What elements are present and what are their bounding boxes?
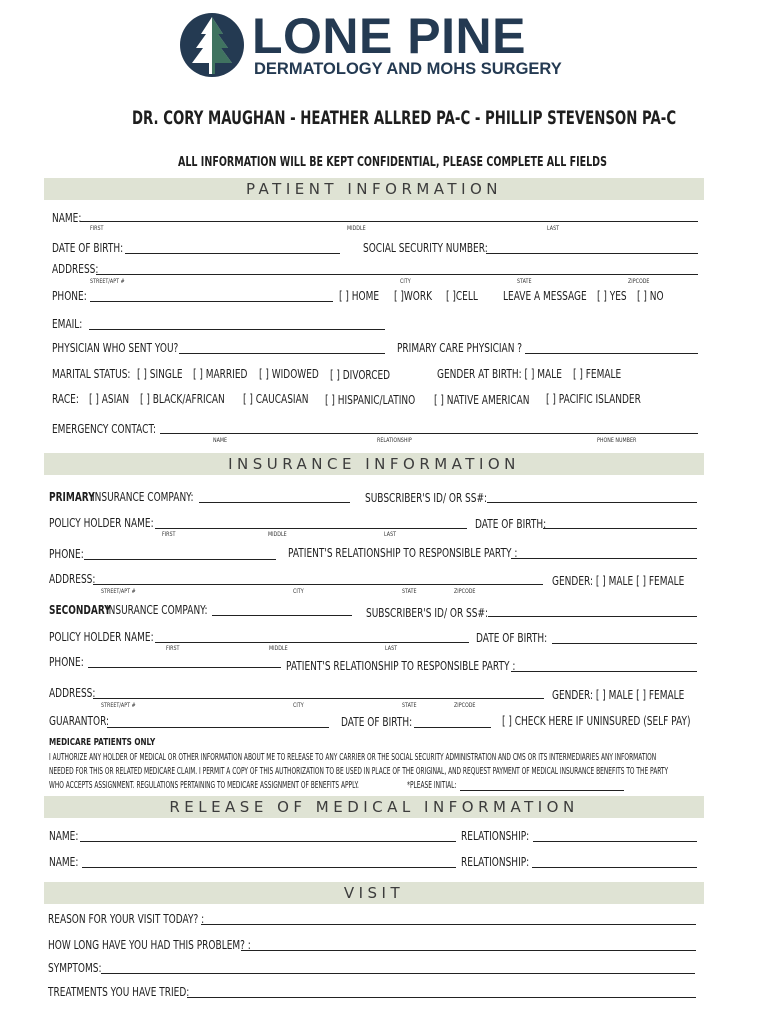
guarantor-dob-field[interactable]: [414, 727, 491, 728]
secondary-insurance-label: INSURANCE COMPANY:: [106, 602, 208, 617]
secondary-subscriber-field[interactable]: [488, 616, 697, 617]
sub-ins1-state: STATE: [402, 588, 417, 595]
race-label: RACE:: [52, 391, 79, 406]
patient-name-label: NAME:: [52, 210, 82, 225]
secondary-policy-holder-field[interactable]: [155, 642, 469, 643]
secondary-dob-field[interactable]: [552, 643, 697, 644]
release-name-1-field[interactable]: [80, 841, 456, 842]
medicare-text-3: WHO ACCEPTS ASSIGNMENT. REGULATIONS PERTAINING TO MEDICARE ASSIGNMENT OF BENEFITS APPLY.: [49, 780, 359, 791]
primary-relationship-label: PATIENT'S RELATIONSHIP TO RESPONSIBLE PARTY :: [288, 545, 518, 560]
phone-work-checkbox[interactable]: [ ]WORK: [394, 288, 433, 303]
logo-title: LONE PINE: [252, 8, 526, 64]
primary-policy-holder-field[interactable]: [155, 528, 467, 529]
phone-home-checkbox[interactable]: [ ] HOME: [339, 288, 380, 303]
release-relationship-2-label: RELATIONSHIP:: [461, 854, 530, 869]
medicare-initial-field[interactable]: [460, 790, 624, 791]
secondary-policy-holder-label: POLICY HOLDER NAME:: [49, 629, 154, 644]
sub-ins2-city: CITY: [293, 702, 304, 709]
sub-ins1-street: STREET/APT #: [101, 588, 136, 595]
medicare-text-2: NEEDED FOR THIS OR RELATED MEDICARE CLAIM. I PERMIT A COPY OF THIS AUTHORIZATION TO BE USED IN PLACE OF THE ORIGINAL, AND REQUEST PAYMENT OF MEDICAL INSURANCE BENEFITS TO THE PARTY: [49, 766, 669, 777]
marital-single[interactable]: [ ] SINGLE: [137, 366, 183, 381]
leave-message-yes[interactable]: [ ] YES: [597, 288, 627, 303]
emergency-contact-field[interactable]: [160, 433, 698, 434]
sub-ins1-last: LAST: [384, 531, 397, 538]
secondary-gender-options[interactable]: GENDER: [ ] MALE [ ] FEMALE: [552, 687, 685, 702]
primary-address-field[interactable]: [93, 584, 543, 585]
gender-female[interactable]: [ ] FEMALE: [573, 366, 622, 381]
patient-name-field[interactable]: [80, 221, 698, 222]
secondary-phone-label: PHONE:: [49, 654, 84, 669]
guarantor-field[interactable]: [107, 727, 329, 728]
race-black[interactable]: [ ] BLACK/AFRICAN: [140, 391, 225, 406]
visit-symptoms-label: SYMPTOMS:: [48, 960, 102, 975]
visit-section-title: VISIT: [343, 884, 405, 902]
secondary-insurance-field[interactable]: [212, 615, 352, 616]
sub-ins1-zip: ZIPCODE: [454, 588, 476, 595]
sub-ec-relationship: RELATIONSHIP: [377, 437, 412, 444]
sub-ec-phone: PHONE NUMBER: [597, 437, 637, 444]
emergency-contact-label: EMERGENCY CONTACT:: [52, 421, 156, 436]
insurance-section-header: [44, 453, 704, 475]
primary-policy-holder-label: POLICY HOLDER NAME:: [49, 515, 154, 530]
uninsured-checkbox[interactable]: [ ] CHECK HERE IF UNINSURED (SELF PAY): [502, 713, 691, 728]
marital-divorced[interactable]: [ ] DIVORCED: [330, 367, 391, 382]
dob-field[interactable]: [125, 253, 340, 254]
visit-reason-label: REASON FOR YOUR VISIT TODAY? :: [48, 911, 205, 926]
primary-address-label: ADDRESS:: [49, 571, 96, 586]
sub-ec-name: NAME: [213, 437, 228, 444]
guarantor-dob-label: DATE OF BIRTH:: [341, 714, 413, 729]
secondary-dob-label: DATE OF BIRTH:: [476, 630, 548, 645]
sub-ins2-middle: MIDDLE: [269, 645, 288, 652]
address-field[interactable]: [96, 274, 698, 275]
secondary-phone-field[interactable]: [88, 667, 281, 668]
leave-message-label: LEAVE A MESSAGE: [503, 288, 587, 303]
primary-relationship-field[interactable]: [511, 558, 697, 559]
gender-male[interactable]: GENDER AT BIRTH: [ ] MALE: [437, 366, 562, 381]
pcp-label: PRIMARY CARE PHYSICIAN ?: [397, 340, 523, 355]
address-label: ADDRESS:: [52, 261, 99, 276]
sub-ins1-city: CITY: [293, 588, 304, 595]
sub-ins2-zip: ZIPCODE: [454, 702, 476, 709]
secondary-address-field[interactable]: [93, 698, 544, 699]
visit-section-header: [44, 882, 704, 904]
dob-label: DATE OF BIRTH:: [52, 240, 124, 255]
sub-ins2-street: STREET/APT #: [101, 702, 136, 709]
race-caucasian[interactable]: [ ] CAUCASIAN: [243, 391, 309, 406]
sub-ins1-first: FIRST: [162, 531, 176, 538]
primary-subscriber-field[interactable]: [487, 502, 697, 503]
primary-phone-label: PHONE:: [49, 546, 84, 561]
visit-duration-label: HOW LONG HAVE YOU HAD THIS PROBLEM? :: [48, 937, 251, 952]
sub-ins1-middle: MIDDLE: [268, 531, 287, 538]
confidential-notice: ALL INFORMATION WILL BE KEPT CONFIDENTIAL, PLEASE COMPLETE ALL FIELDS: [178, 154, 607, 170]
phone-cell-checkbox[interactable]: [ ]CELL: [446, 288, 478, 303]
release-name-2-field[interactable]: [82, 867, 456, 868]
secondary-bold-label: SECONDARY: [49, 602, 111, 617]
primary-insurance-label: INSURANCE COMPANY:: [92, 489, 194, 504]
sub-ins2-last: LAST: [385, 645, 398, 652]
secondary-subscriber-label: SUBSCRIBER'S ID/ OR SS#:: [366, 605, 489, 620]
leave-message-no[interactable]: [ ] NO: [637, 288, 664, 303]
primary-subscriber-label: SUBSCRIBER'S ID/ OR SS#:: [365, 490, 488, 505]
release-name-1-label: NAME:: [49, 828, 79, 843]
race-hispanic[interactable]: [ ] HISPANIC/LATINO: [325, 392, 416, 407]
visit-treatments-label: TREATMENTS YOU HAVE TRIED:: [48, 984, 190, 999]
secondary-relationship-label: PATIENT'S RELATIONSHIP TO RESPONSIBLE PARTY :: [286, 658, 516, 673]
ssn-field[interactable]: [486, 253, 698, 254]
primary-dob-field[interactable]: [543, 528, 697, 529]
marital-status-label: MARITAL STATUS:: [52, 366, 131, 381]
phone-label: PHONE:: [52, 288, 87, 303]
sub-last: LAST: [547, 225, 560, 232]
providers-line: DR. CORY MAUGHAN - HEATHER ALLRED PA-C - PHILLIP STEVENSON PA-C: [132, 107, 677, 129]
race-pacific[interactable]: [ ] PACIFIC ISLANDER: [546, 391, 641, 406]
primary-gender-options[interactable]: GENDER: [ ] MALE [ ] FEMALE: [552, 573, 685, 588]
sub-state: STATE: [517, 278, 532, 285]
primary-dob-label: DATE OF BIRTH:: [475, 516, 547, 531]
sub-zip: ZIPCODE: [628, 278, 650, 285]
marital-married[interactable]: [ ] MARRIED: [193, 366, 248, 381]
release-relationship-1-field[interactable]: [533, 841, 697, 842]
logo-subtitle: DERMATOLOGY AND MOHS SURGERY: [254, 60, 562, 78]
medicare-text-1: I AUTHORIZE ANY HOLDER OF MEDICAL OR OTHER INFORMATION ABOUT ME TO RELEASE TO ANY CARRIER OR THE SOCIAL SECURITY ADMINISTRATION AND CMS OR ITS INTERMEDIARIES ANY INFORMATION: [49, 752, 657, 763]
release-relationship-2-field[interactable]: [532, 867, 697, 868]
email-label: EMAIL:: [52, 316, 83, 331]
secondary-relationship-field[interactable]: [511, 671, 697, 672]
insurance-section-title: INSURANCE INFORMATION: [228, 455, 520, 473]
phone-field[interactable]: [90, 301, 333, 302]
sub-ins2-state: STATE: [402, 702, 417, 709]
logo: [170, 10, 590, 80]
sub-ins2-first: FIRST: [166, 645, 180, 652]
sub-middle: MIDDLE: [347, 225, 366, 232]
visit-duration-field[interactable]: [241, 950, 696, 951]
release-relationship-1-label: RELATIONSHIP:: [461, 828, 530, 843]
patient-section-title: PATIENT INFORMATION: [245, 180, 503, 198]
pcp-field[interactable]: [525, 353, 698, 354]
guarantor-label: GUARANTOR:: [49, 713, 110, 728]
release-section-title: RELEASE OF MEDICAL INFORMATION: [169, 798, 579, 816]
primary-bold-label: PRIMARY: [49, 489, 95, 504]
marital-widowed[interactable]: [ ] WIDOWED: [259, 366, 319, 381]
pine-tree-icon: [174, 12, 250, 78]
email-field[interactable]: [89, 329, 385, 330]
medicare-title: MEDICARE PATIENTS ONLY: [49, 737, 156, 748]
patient-section-header: [44, 178, 704, 200]
ssn-label: SOCIAL SECURITY NUMBER:: [363, 240, 488, 255]
release-section-header: [44, 796, 704, 818]
referring-physician-label: PHYSICIAN WHO SENT YOU?: [52, 340, 179, 355]
sub-first: FIRST: [90, 225, 104, 232]
referring-physician-field[interactable]: [179, 353, 385, 354]
sub-street: STREET/APT #: [90, 278, 125, 285]
race-asian[interactable]: [ ] ASIAN: [89, 391, 130, 406]
secondary-address-label: ADDRESS:: [49, 685, 96, 700]
primary-phone-field[interactable]: [84, 559, 276, 560]
visit-symptoms-field[interactable]: [101, 973, 695, 974]
primary-insurance-field[interactable]: [199, 502, 350, 503]
visit-treatments-field[interactable]: [187, 997, 696, 998]
medicare-initial-label: *PLEASE INITIAL:: [407, 780, 457, 791]
visit-reason-field[interactable]: [201, 924, 696, 925]
race-native[interactable]: [ ] NATIVE AMERICAN: [434, 392, 530, 407]
sub-city: CITY: [400, 278, 411, 285]
release-name-2-label: NAME:: [49, 854, 79, 869]
